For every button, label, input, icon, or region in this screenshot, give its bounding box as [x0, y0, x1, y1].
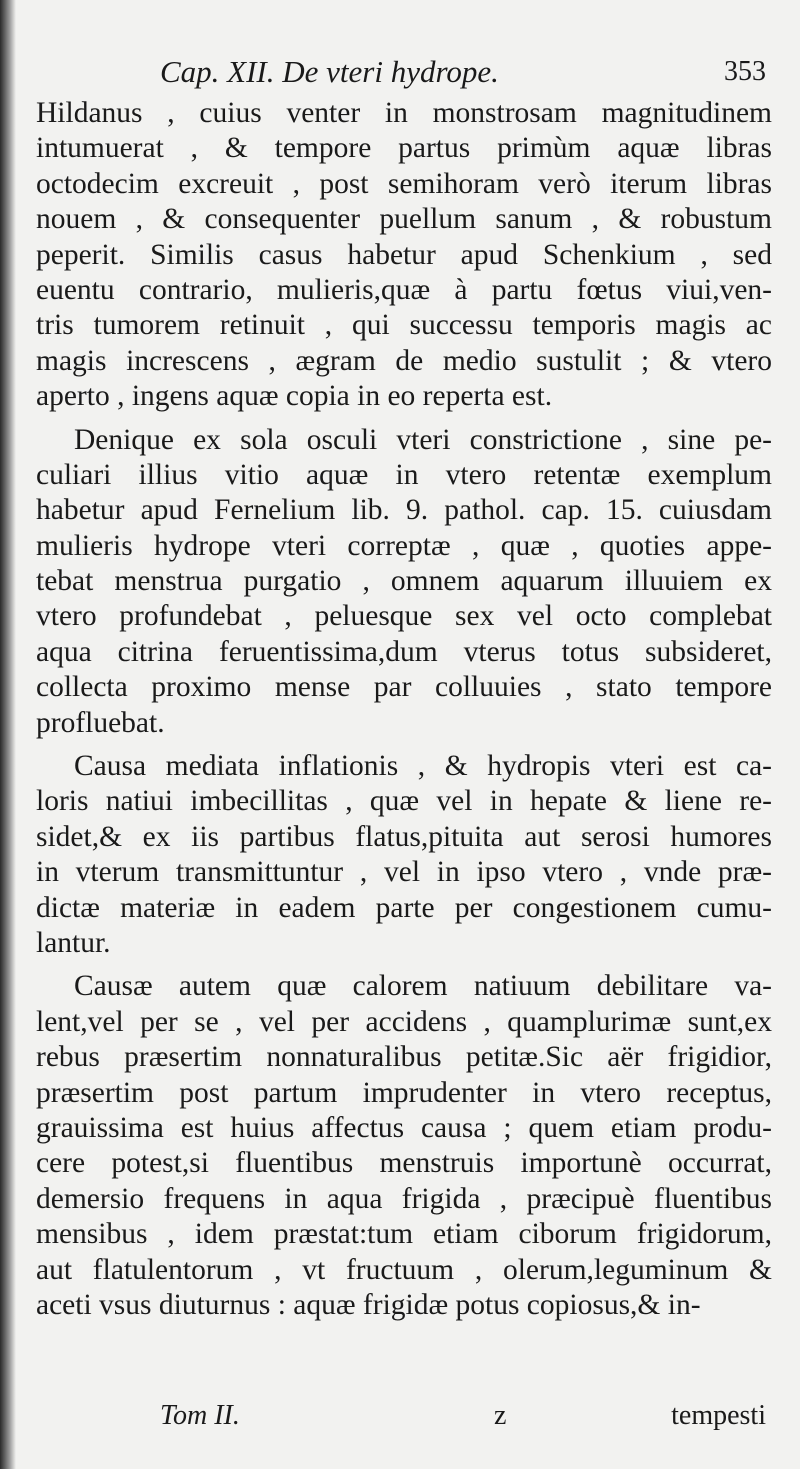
text-line: Causæ autem quæ calorem natiuum debilitare va-	[74, 970, 772, 1003]
text-line: culiari illius vitio aquæ in vtero retentæ exemplum	[36, 458, 772, 491]
catchword: tempesti	[671, 1400, 766, 1431]
page-footer	[0, 1396, 800, 1436]
text-line: mulieris hydrope vteri correptæ , quæ , quoties appe-	[36, 529, 772, 562]
text-line: Causa mediata inflationis , & hydropis vteri est ca-	[74, 750, 772, 783]
text-line: dictæ materiæ in eadem parte per congestionem cumu-	[36, 891, 772, 924]
paragraph	[36, 969, 772, 1323]
text-line: rebus præsertim nonnaturalibus petitæ.Sic aër frigidior,	[36, 1041, 772, 1074]
text-line: octodecim excreuit , post semihoram verò iterum libras	[36, 167, 772, 200]
paragraph	[36, 423, 772, 742]
text-line: grauissima est huius affectus causa ; quem etiam produ-	[36, 1111, 772, 1144]
text-line: tebat menstrua purgatio , omnem aquarum illuuiem ex	[36, 565, 772, 598]
running-head	[36, 52, 772, 92]
text-line: lantur.	[36, 926, 111, 959]
text-line: habetur apud Fernelium lib. 9. pathol. cap. 15. cuiusdam	[36, 494, 772, 527]
running-title: Cap. XII. De vteri hydrope.	[160, 54, 499, 89]
text-line: cere potest,si fluentibus menstruis importunè occurrat,	[36, 1147, 772, 1180]
text-line: euentu contrario, mulieris,quæ à partu fœtus viui,ven-	[36, 273, 772, 306]
text-line: Hildanus , cuius venter in monstrosam magnitudinem	[36, 97, 772, 129]
text-line: sidet,& ex iis partibus flatus,pituita aut serosi humores	[36, 820, 772, 853]
text-line: nouem , & consequenter puellum sanum , & robustum	[36, 203, 772, 236]
text-line: aut flatulentorum , vt fructuum , olerum,leguminum &	[36, 1253, 772, 1286]
text-line: vtero profundebat , peluesque sex vel octo complebat	[36, 600, 772, 633]
text-line: aperto , ingens aquæ copia in eo reperta est.	[36, 380, 553, 413]
text-line: demersio frequens in aqua frigida , præcipuè fluentibus	[36, 1182, 772, 1215]
text-line: lent,vel per se , vel per accidens , quamplurimæ sunt,ex	[36, 1005, 772, 1038]
text-line: profluebat.	[36, 706, 165, 739]
text-line: tris tumorem retinuit , qui successu temporis magis ac	[36, 309, 772, 342]
text-line: peperit. Similis casus habetur apud Schenkium , sed	[36, 238, 772, 271]
page-number: 353	[724, 56, 766, 87]
text-line: aceti vsus diuturnus : aquæ frigidæ potus copiosus,& in-	[36, 1288, 701, 1321]
signature-mark: z	[494, 1400, 507, 1431]
paragraph	[36, 96, 772, 415]
page-body	[36, 96, 772, 1323]
text-line: magis increscens , ægram de medio sustulit ; & vtero	[36, 344, 772, 377]
text-line: aqua citrina feruentissima,dum vterus totus subsideret,	[36, 635, 772, 668]
text-line: loris natiui imbecillitas , quæ vel in hepate & liene re-	[36, 785, 772, 818]
text-line: in vterum transmittuntur , vel in ipso vtero , vnde præ-	[36, 856, 772, 889]
text-line: Denique ex sola osculi vteri constrictione , sine pe-	[74, 423, 772, 456]
text-line: collecta proximo mense par colluuies , stato tempore	[36, 671, 772, 704]
volume-signature: Tom II.	[160, 1400, 240, 1431]
paragraph	[36, 749, 772, 961]
text-line: mensibus , idem præstat:tum etiam ciborum frigidorum,	[36, 1218, 772, 1251]
text-line: intumuerat , & tempore partus primùm aquæ libras	[36, 132, 772, 165]
text-line: præsertim post partum imprudenter in vtero receptus,	[36, 1076, 772, 1109]
